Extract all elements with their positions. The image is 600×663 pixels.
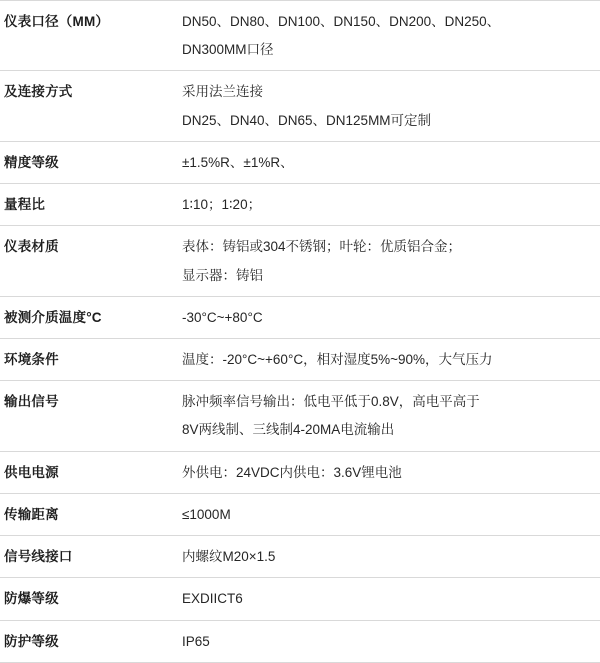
table-row <box>0 296 600 338</box>
row-value <box>180 296 600 338</box>
table-row <box>0 141 600 183</box>
table-row <box>0 451 600 493</box>
value-line: 温度：-20°C~+60°C，相对湿度5%~90%，大气压力 <box>182 351 493 367</box>
table-row <box>0 184 600 226</box>
row-value <box>180 71 600 141</box>
table-row <box>0 620 600 662</box>
row-label: 被测介质温度°C <box>4 309 102 325</box>
table-row <box>0 493 600 535</box>
value-line: EXDIICT6 <box>182 591 243 607</box>
table-row <box>0 381 600 451</box>
table-body <box>0 1 600 663</box>
table-row <box>0 338 600 380</box>
row-value <box>180 620 600 662</box>
value-line: 表体：铸铝或304不锈钢；叶轮：优质铝合金； <box>182 239 462 255</box>
value-line: IP65 <box>182 633 210 649</box>
value-line: 脉冲频率信号输出：低电平低于0.8V，高电平高于 <box>182 394 480 410</box>
row-label: 环境条件 <box>4 351 59 367</box>
table-row <box>0 1 600 71</box>
row-value <box>180 536 600 578</box>
value-line: DN50、DN80、DN100、DN150、DN200、DN250、 <box>182 14 501 29</box>
row-value <box>180 381 600 451</box>
row-value <box>180 226 600 296</box>
value-line: DN25、DN40、DN65、DN125MM可定制 <box>182 112 432 128</box>
row-label: 信号线接口 <box>4 549 73 565</box>
row-label: 量程比 <box>4 197 46 213</box>
table-row <box>0 71 600 141</box>
value-line: -30°C~+80°C <box>182 309 263 325</box>
row-label: 及连接方式 <box>4 84 73 100</box>
value-line: ≤1000M <box>182 506 231 522</box>
value-line: ±1.5%R、±1%R、 <box>182 154 294 170</box>
value-line: 采用法兰连接 <box>182 84 263 100</box>
row-value <box>180 141 600 183</box>
value-line: 显示器：铸铝 <box>182 267 263 283</box>
row-label: 防爆等级 <box>4 591 59 607</box>
value-line: DN300MM口径 <box>182 42 274 58</box>
row-label: 供电电源 <box>4 464 59 480</box>
row-label: 精度等级 <box>4 154 59 170</box>
row-label: 输出信号 <box>4 394 59 410</box>
row-label: 防护等级 <box>4 633 59 649</box>
row-value <box>180 493 600 535</box>
row-value <box>180 184 600 226</box>
table-row <box>0 578 600 620</box>
table-row <box>0 226 600 296</box>
row-value <box>180 451 600 493</box>
row-label: 仪表材质 <box>4 239 59 255</box>
row-value <box>180 338 600 380</box>
value-line: 内螺纹M20×1.5 <box>182 549 276 565</box>
value-line: 1∶10；1∶20； <box>182 197 262 213</box>
row-value <box>180 1 600 71</box>
row-label: 仪表口径（MM） <box>4 14 110 29</box>
row-value <box>180 578 600 620</box>
row-label: 传输距离 <box>4 506 59 522</box>
value-line: 8V两线制、三线制4-20MA电流输出 <box>182 422 395 438</box>
table-row <box>0 536 600 578</box>
value-line: 外供电：24VDC内供电：3.6V锂电池 <box>182 464 402 480</box>
